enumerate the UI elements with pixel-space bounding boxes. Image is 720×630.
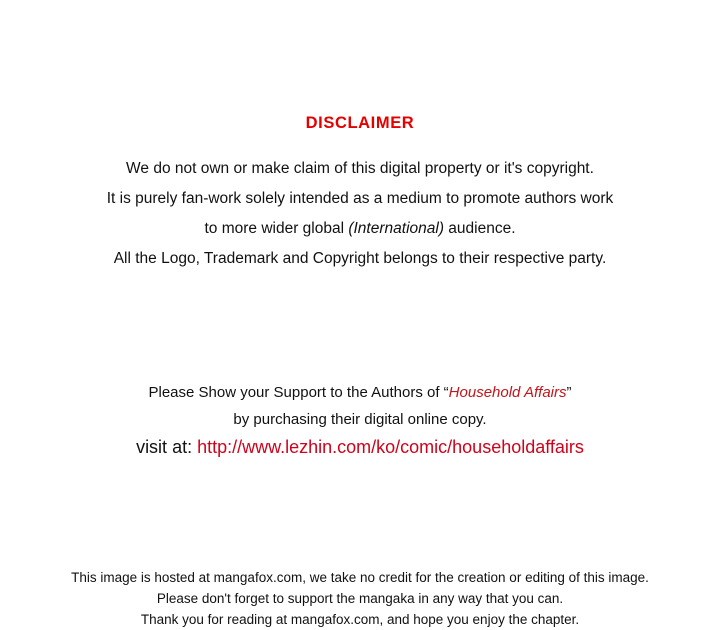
work-title: Household Affairs	[448, 384, 567, 401]
disclaimer-line-3-suffix: audience.	[443, 220, 516, 237]
disclaimer-body	[0, 154, 720, 274]
lezhin-link[interactable]: http://www.lezhin.com/ko/comic/householdaffairs	[197, 437, 584, 457]
visit-row	[0, 437, 720, 458]
support-line-1-prefix: Please Show your Support to the Authors of “	[148, 384, 449, 401]
footer-line-3: Thank you for reading at mangafox.com, and hope you enjoy the chapter.	[140, 612, 580, 627]
support-block	[0, 379, 720, 433]
disclaimer-line-4: All the Logo, Trademark and Copyright belongs to their respective party.	[113, 250, 607, 267]
support-line-1-suffix: ”	[566, 384, 572, 401]
visit-label: visit at:	[136, 437, 198, 457]
disclaimer-line-3-prefix: to more wider global	[204, 220, 349, 237]
disclaimer-heading: DISCLAIMER	[305, 114, 415, 132]
footer-line-2: Please don't forget to support the mangaka in any way that you can.	[156, 591, 564, 606]
disclaimer-line-2: It is purely fan-work solely intended as a medium to promote authors work	[106, 190, 614, 207]
disclaimer-line-3-italic: (International)	[348, 220, 444, 237]
footer-line-1: This image is hosted at mangafox.com, we take no credit for the creation or editing of this image.	[71, 570, 649, 585]
footer-block	[0, 567, 720, 630]
disclaimer-line-1: We do not own or make claim of this digital property or it's copyright.	[126, 160, 594, 177]
support-line-2: by purchasing their digital online copy.	[233, 411, 487, 428]
support-line-1	[0, 379, 720, 406]
disclaimer-line-3	[0, 214, 720, 244]
